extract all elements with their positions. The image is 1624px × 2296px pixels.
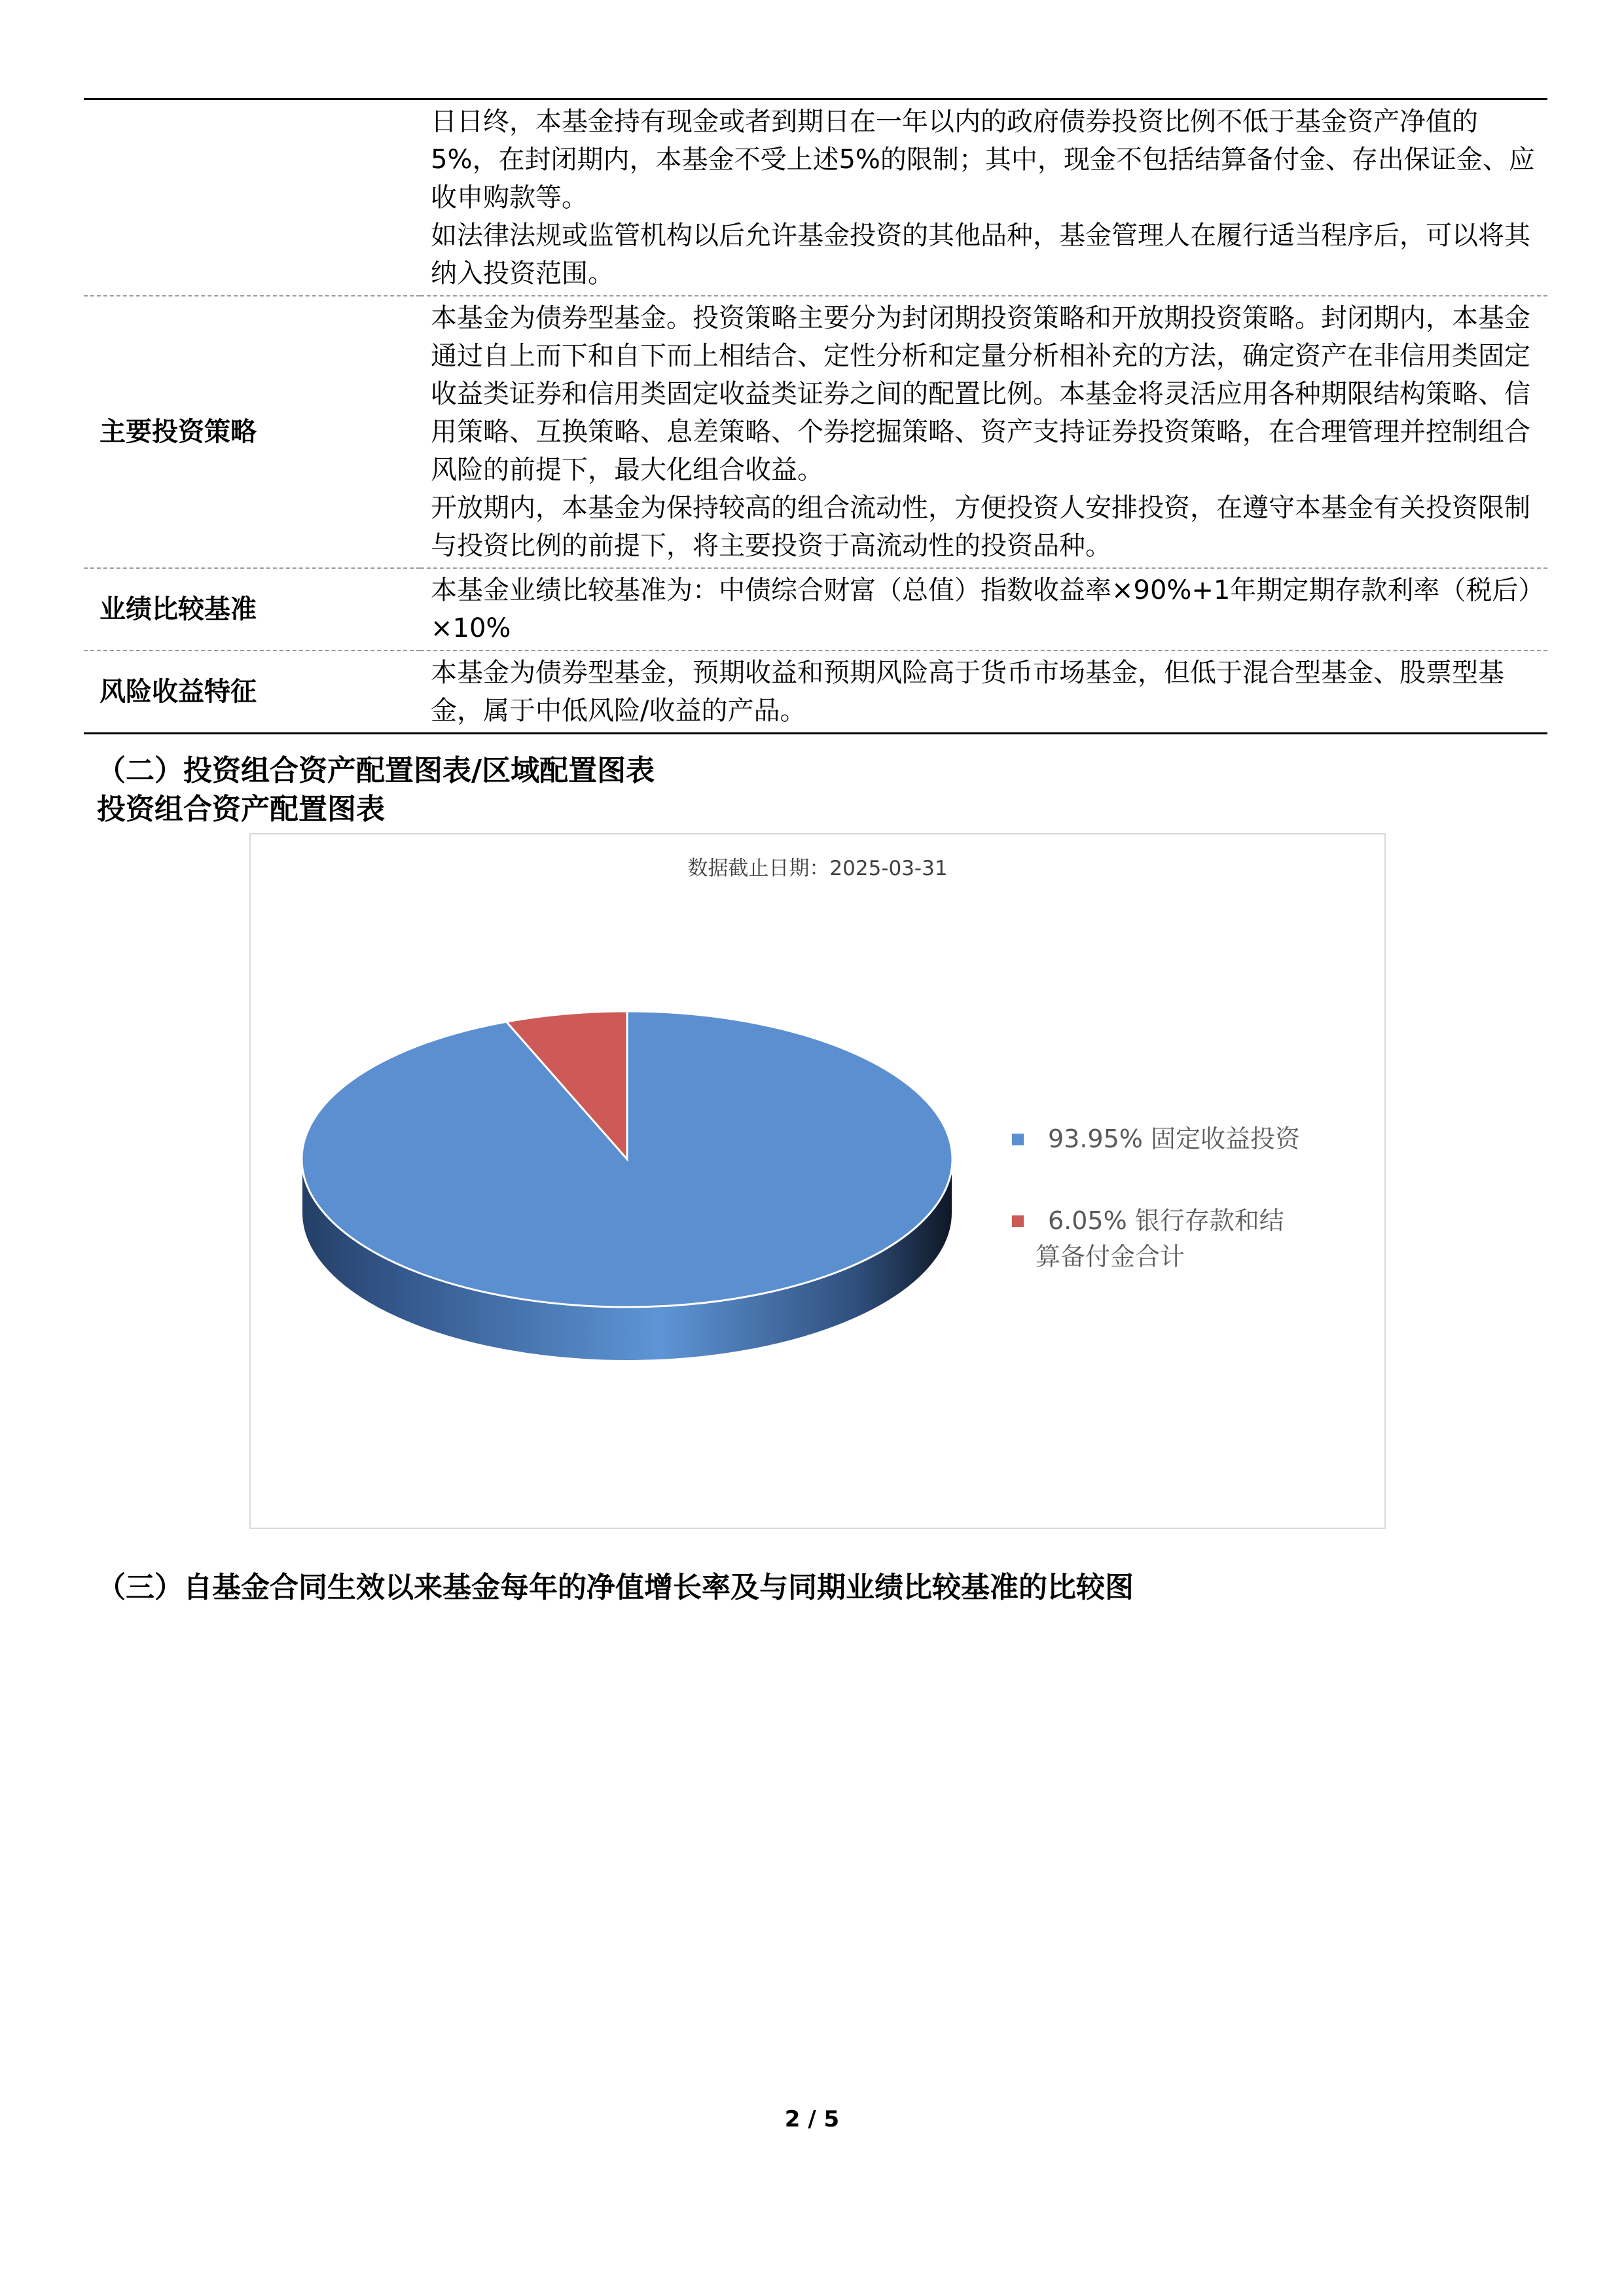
legend-label-line: 固定收益投资	[1150, 1124, 1300, 1153]
table-row	[84, 568, 1547, 651]
pie-chart-svg	[251, 834, 1384, 1528]
chart-title: 数据截止日期：2025-03-31	[687, 857, 948, 880]
row-content	[420, 568, 1547, 651]
legend-value: 6.05%	[1048, 1206, 1135, 1235]
paragraph: 本基金为债券型基金。投资策略主要分为封闭期投资策略和开放期投资策略。封闭期内，本基金通过自上而下和自下而上相结合、定性分析和定量分析相补充的方法，确定资产在非信用类固定收益类证券和信用类固定收益类证券之间的配置比例。本基金将灵活应用各种期限结构策略、信用策略、互换策略、息差策略、个券挖掘策略、资产支持证券投资策略，在合理管理并控制组合风险的前提下，最大化组合收益。	[431, 303, 1530, 485]
paragraph: 日日终，本基金持有现金或者到期日在一年以内的政府债券投资比例不低于基金资产净值的5%，在封闭期内，本基金不受上述5%的限制；其中，现金不包括结算备付金、存出保证金、应收申购款等。	[431, 107, 1535, 213]
paragraph: 本基金业绩比较基准为：中债综合财富（总值）指数收益率×90%+1年期定期存款利率（税后）×10%	[431, 575, 1532, 643]
page-number: 2 / 5	[784, 2106, 840, 2132]
section-heading: （二）投资组合资产配置图表/区域配置图表	[97, 754, 655, 787]
row-label	[84, 99, 420, 296]
legend-label-line: 银行存款和结	[1134, 1206, 1284, 1235]
table-row	[84, 99, 1547, 296]
section-heading: （三）自基金合同生效以来基金每年的净值增长率及与同期业绩比较基准的比较图	[97, 1571, 1134, 1604]
allocation-chart	[249, 833, 1386, 1529]
legend-marker-1	[1012, 1215, 1024, 1227]
row-content	[420, 651, 1547, 734]
chart-heading: 投资组合资产配置图表	[97, 793, 385, 826]
legend-marker-0	[1012, 1134, 1024, 1145]
row-label: 风险收益特征	[84, 651, 420, 734]
row-label: 业绩比较基准	[84, 568, 420, 651]
legend-value: 93.95%	[1048, 1124, 1151, 1153]
row-label: 主要投资策略	[84, 296, 420, 568]
table-row	[84, 651, 1547, 734]
paragraph: 开放期内，本基金为保持较高的组合流动性，方便投资人安排投资，在遵守本基金有关投资限制与投资比例的前提下，将主要投资于高流动性的投资品种。	[431, 493, 1530, 561]
row-content	[420, 296, 1547, 568]
paragraph: 如法律法规或监管机构以后允许基金投资的其他品种，基金管理人在履行适当程序后，可以将其纳入投资范围。	[431, 221, 1530, 289]
fund-info-table	[84, 98, 1547, 734]
row-content	[420, 99, 1547, 296]
paragraph: 本基金为债券型基金，预期收益和预期风险高于货币市场基金，但低于混合型基金、股票型基金，属于中低风险/收益的产品。	[431, 658, 1504, 726]
legend-label-1	[1036, 1206, 1284, 1271]
legend-label-0	[1048, 1124, 1301, 1153]
table-row	[84, 296, 1547, 568]
legend-label-line: 算备付金合计	[1036, 1242, 1185, 1271]
